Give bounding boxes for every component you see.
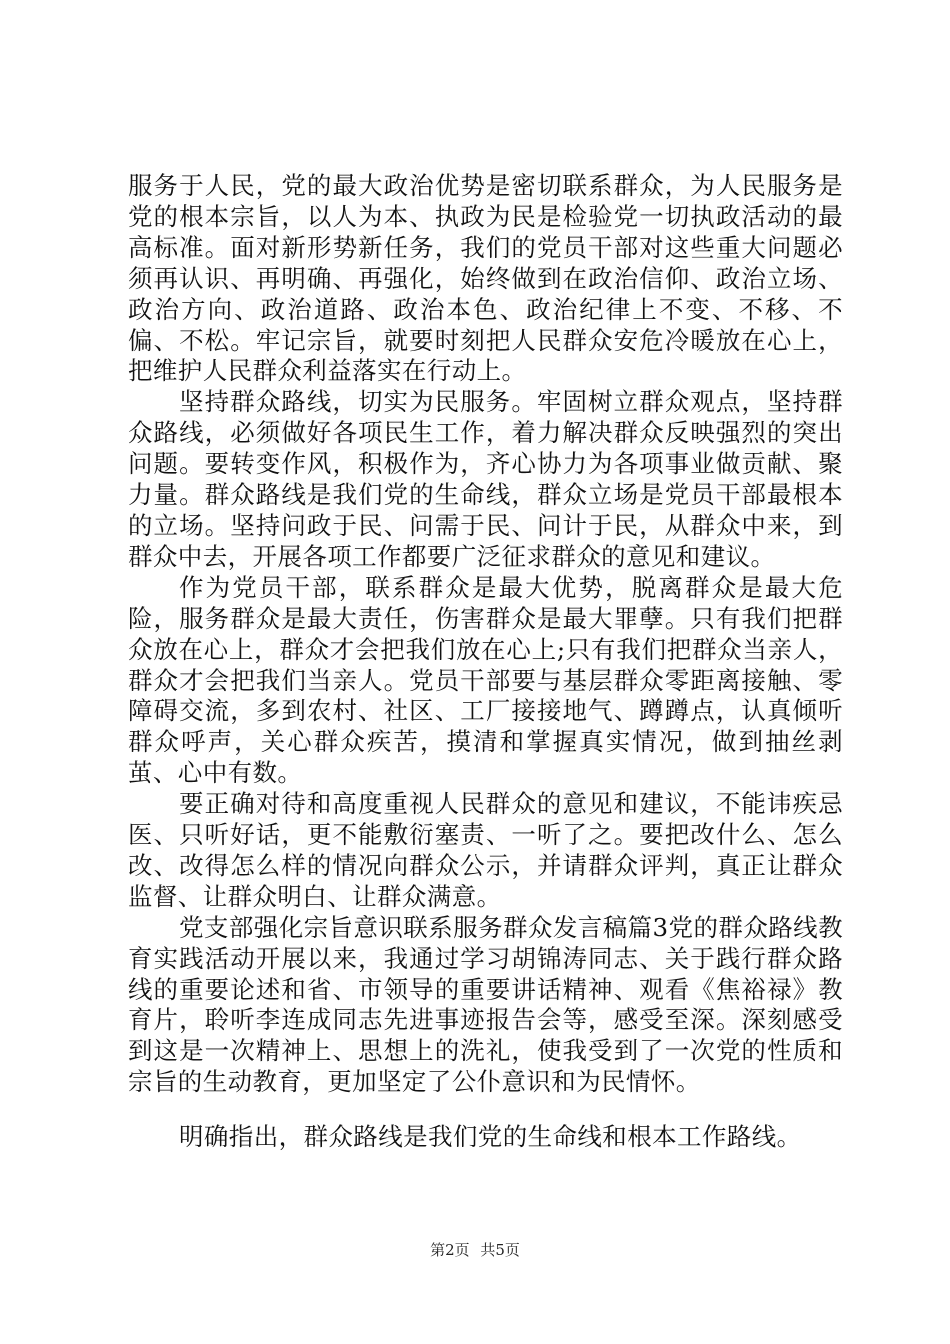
- paragraph-4: 要正确对待和高度重视人民群众的意见和建议，不能讳疾忌医、只听好话，更不能敷衍塞责、一听了之。要把改什么、怎么改、改得怎么样的情况向群众公示，并请群众评判，真正让群众监督、让群众明白、让群众满意。: [128, 789, 843, 911]
- page-footer: [0, 1240, 950, 1260]
- document-body: [128, 171, 843, 1153]
- paragraph-3: 作为党员干部，联系群众是最大优势，脱离群众是最大危险，服务群众是最大责任，伤害群众是最大罪孽。只有我们把群众放在心上，群众才会把我们放在心上;只有我们把群众当亲人，群众才会把我们当亲人。党员干部要与基层群众零距离接触、零障碍交流，多到农村、社区、工厂接接地气、蹲蹲点，认真倾听群众呼声，关心群众疾苦，摸清和掌握真实情况，做到抽丝剥茧、心中有数。: [128, 572, 843, 788]
- paragraph-6: 明确指出，群众路线是我们党的生命线和根本工作路线。: [179, 1122, 802, 1152]
- page-total: 共5页: [480, 1241, 520, 1259]
- paragraph-5: 党支部强化宗旨意识联系服务群众发言稿篇3党的群众路线教育实践活动开展以来，我通过学习胡锦涛同志、关于践行群众路线的重要论述和省、市领导的重要讲话精神、观看《焦裕禄》教育片，聆听李连成同志先进事迹报告会等，感受至深。深刻感受到这是一次精神上、思想上的洗礼，使我受到了一次党的性质和宗旨的生动教育，更加坚定了公仆意识和为民情怀。: [128, 912, 843, 1097]
- paragraph-1: 服务于人民，党的最大政治优势是密切联系群众，为人民服务是党的根本宗旨，以人为本、执政为民是检验党一切执政活动的最高标准。面对新形势新任务，我们的党员干部对这些重大问题必须再认识、再明确、再强化，始终做到在政治信仰、政治立场、政治方向、政治道路、政治本色、政治纪律上不变、不移、不偏、不松。牢记宗旨，就要时刻把人民群众安危冷暖放在心上，把维护人民群众利益落实在行动上。: [128, 171, 843, 386]
- page-number: 第2页: [430, 1241, 470, 1259]
- paragraph-2: 坚持群众路线，切实为民服务。牢固树立群众观点，坚持群众路线，必须做好各项民生工作，着力解决群众反映强烈的突出问题。要转变作风，积极作为，齐心协力为各项事业做贡献、聚力量。群众路线是我们党的生命线，群众立场是党员干部最根本的立场。坚持问政于民、问需于民、问计于民，从群众中来，到群众中去，开展各项工作都要广泛征求群众的意见和建议。: [128, 387, 843, 571]
